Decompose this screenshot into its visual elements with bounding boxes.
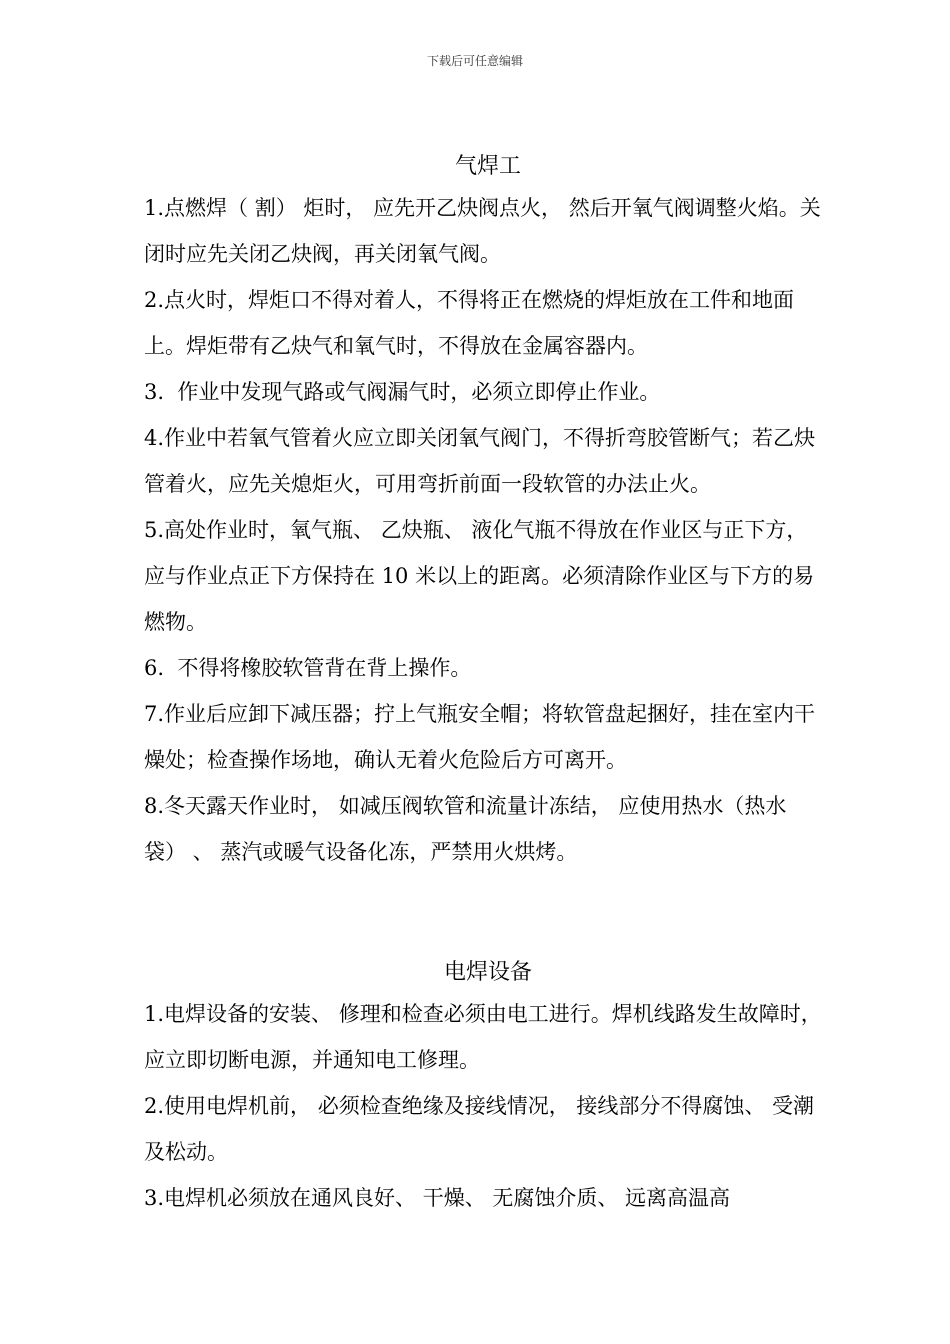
rule-item: 5.高处作业时，氧气瓶、 乙炔瓶、 液化气瓶不得放在作业区与正下方，应与作业点正下方保持在 10 米以上的距离。必须清除作业区与下方的易燃物。 [144,518,815,634]
rule-item: 3. 作业中发现气路或气阀漏气时，必须立即停止作业。 [144,380,661,404]
rule-item: 8.冬天露天作业时， 如减压阀软管和流量计冻结， 应使用热水（热水袋） 、 蒸汽或暖气设备化冻，严禁用火烘烤。 [144,794,787,864]
rule-item: 4.作业中若氧气管着火应立即关闭氧气阀门，不得折弯胶管断气；若乙炔管着火，应先关熄炬火，可用弯折前面一段软管的办法止火。 [144,426,816,496]
section-title: 气焊工 [454,154,521,179]
header-note: 下载后可任意编辑 [426,54,523,68]
rule-item: 2.点火时，焊炬口不得对着人，不得将正在燃烧的焊炬放在工件和地面上。焊炬带有乙炔气和氧气时，不得放在金属容器内。 [144,288,795,358]
rule-item: 6. 不得将橡胶软管背在背上操作。 [144,656,472,680]
rule-item: 7.作业后应卸下减压器；拧上气瓶安全帽；将软管盘起捆好，挂在室内干燥处；检查操作场地，确认无着火危险后方可离开。 [144,702,816,772]
section-gas-welder [144,152,824,875]
section-title: 电焊设备 [443,960,532,985]
rule-item: 1.点燃焊（ 割） 炬时， 应先开乙炔阀点火， 然后开氧气阀调整火焰。关闭时应先关闭乙炔阀，再关闭氧气阀。 [144,196,821,266]
rule-item: 2.使用电焊机前， 必须检查绝缘及接线情况， 接线部分不得腐蚀、 受潮及松动。 [144,1094,815,1164]
rule-item: 1.电焊设备的安装、 修理和检查必须由电工进行。焊机线路发生故障时，应立即切断电源，并通知电工修理。 [144,1002,822,1072]
section-electric-welding-equipment [144,958,824,1221]
rule-item: 3.电焊机必须放在通风良好、 干燥、 无腐蚀介质、 远离高温高 [144,1186,731,1210]
